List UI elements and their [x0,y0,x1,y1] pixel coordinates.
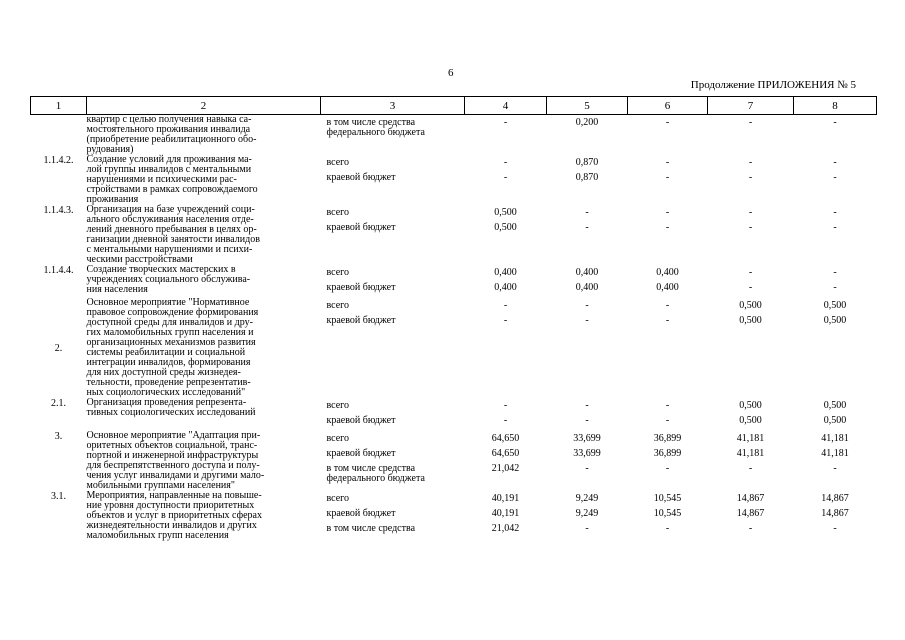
amount-value: - [833,172,837,183]
amount-value: 41,181 [821,433,849,444]
activity-name-line: проживания [86,194,139,205]
amount-value: 14,867 [736,508,765,519]
amount-value: - [833,207,837,218]
funding-source-label: в том числе средства [326,523,416,534]
value-cell-col-6 [628,431,708,491]
row-number: 3.1. [51,491,66,502]
value-cell-col-7 [708,298,794,398]
funding-source-label: всего [326,493,350,504]
amount-value: - [585,415,589,426]
table-row [31,115,877,156]
amount-value: - [503,117,508,128]
value-cell-col-8 [794,115,877,156]
amount-value: - [665,157,670,168]
row-number [31,115,87,156]
activity-name-line: мостоятельного проживания инвалида [86,124,251,135]
amount-value: 0,500 [494,222,517,233]
amount-value: - [748,117,753,128]
amount-value: 41,181 [821,448,849,459]
funding-source-label: всего [326,207,350,218]
activity-name-line: ния населения [86,284,148,295]
activity-name-line: объектов и услуг в приоритетных сферах [86,510,262,521]
amount-value: 9,249 [575,508,599,519]
amount-value: - [748,207,753,218]
funding-source-cell [321,265,465,298]
value-cell-col-5 [547,115,628,156]
activity-name [87,205,321,265]
funding-source-label: всего [326,300,350,311]
amount-value: - [665,400,670,411]
funding-source-label: всего [326,433,350,444]
activity-name-line: Мероприятия, направленные на повыше- [86,490,262,501]
funding-source [327,223,465,233]
value-cell-col-8 [794,491,877,541]
amount-value: - [748,267,753,278]
activity-name-line: Создание условий для проживания ма- [86,154,252,165]
amount-value: - [665,207,670,218]
value-cell-col-6 [628,298,708,398]
value-cell-col-7 [708,155,794,205]
amount-value: - [665,172,670,183]
amount-value: 21,042 [491,523,520,534]
amount-value: 0,400 [656,282,679,293]
table-body [31,115,877,542]
value-cell-col-6 [628,205,708,265]
activity-name-line: ального обслуживания населения отде- [86,214,254,225]
amount-value: - [585,523,589,534]
amount-value: - [833,463,837,474]
funding-source-label: краевой бюджет [326,415,396,426]
activity-name [87,115,321,156]
value-cell-col-5 [547,205,628,265]
amount-value: 36,899 [653,448,682,459]
amount-value: 14,867 [821,493,849,504]
row-number: 2.1. [51,398,66,409]
value-cell-col-6 [628,265,708,298]
amount-value: 10,545 [653,508,682,519]
funding-source-label: в том числе средства [326,117,416,128]
funding-source [327,464,465,484]
funding-source [327,268,465,278]
amount-value: - [665,415,670,426]
funding-source [327,401,465,411]
activity-name-line: Организация на базе учреждений соци- [86,204,255,215]
activity-name-line: Создание творческих мастерских в [86,264,236,275]
amount-value: - [503,300,508,311]
row-number: 1.1.4.3. [43,205,74,216]
amount-value: 0,400 [494,267,517,278]
activity-name-line: для беспрепятственного доступа и полу- [86,460,260,471]
amount-value: 0,500 [739,415,762,426]
amount-value: 41,181 [736,448,765,459]
activity-name [87,155,321,205]
value-cell-col-7 [708,265,794,298]
amount-value: - [833,157,837,168]
column-header-1: 1 [31,97,87,115]
value-cell-col-6 [628,115,708,156]
value-cell-col-7 [708,491,794,541]
activity-name-line: ние уровня доступности приоритетных [86,500,255,511]
value-cell-col-7 [708,398,794,431]
value-cell-col-5 [547,431,628,491]
amount-value: - [503,315,508,326]
funding-source-label: федерального бюджета [326,473,425,484]
funding-source [327,173,465,183]
amount-value: - [503,172,508,183]
amount-value: - [585,400,589,411]
value-cell-col-7 [708,431,794,491]
column-header-8: 8 [794,97,877,115]
activity-name-line: для них доступной среды жизнедея- [86,367,241,378]
amount-value: 64,650 [491,433,520,444]
amount-value: 0,500 [823,400,847,411]
funding-source [327,208,465,218]
value-cell-col-4 [465,115,547,156]
amount-value: 0,500 [823,415,847,426]
value-cell-col-7 [708,205,794,265]
activity-name-line: тивных социологических исследований [86,407,256,418]
activity-name-line: стройствами в рамках сопровождаемого [86,184,258,195]
activity-name-line: правовое сопровождение формирования [86,307,259,318]
activity-name-line: Основное мероприятие "Адаптация при- [86,430,261,441]
funding-source [327,301,465,311]
activity-name-line: ческими расстройствами [86,254,193,265]
amount-value: - [585,222,589,233]
funding-source-cell [321,398,465,431]
activity-name-line: лений дневного пребывания в целях ор- [86,224,257,235]
funding-source-cell [321,431,465,491]
value-cell-col-5 [547,265,628,298]
amount-value: 0,500 [494,207,517,218]
value-cell-col-4 [465,265,547,298]
amount-value: - [503,157,508,168]
table-row [31,155,877,205]
amount-value: - [748,222,753,233]
activity-name [87,398,321,431]
amount-value: - [748,157,753,168]
value-cell-col-8 [794,431,877,491]
column-header-3: 3 [321,97,465,115]
amount-value: - [585,315,589,326]
value-cell-col-4 [465,155,547,205]
value-cell-col-8 [794,398,877,431]
row-number: 2. [54,342,63,354]
funding-source [327,509,465,519]
amount-value: 14,867 [821,508,849,519]
amount-value: - [665,523,670,534]
value-cell-col-5 [547,491,628,541]
activity-name [87,431,321,491]
funding-source [327,434,465,444]
funding-source [327,524,465,534]
table-row [31,265,877,298]
amount-value: 0,500 [739,400,762,411]
activity-name-line: нарушениями и психическими рас- [86,174,237,185]
activity-name-line: Основное мероприятие "Нормативное [86,297,250,308]
amount-value: - [585,463,589,474]
column-header-5: 5 [547,97,628,115]
activity-name [87,298,321,398]
activity-name-line: маломобильных групп населения [86,530,229,541]
continuation-title: Продолжение ПРИЛОЖЕНИЯ № 5 [690,79,856,91]
amount-value: 21,042 [491,463,520,474]
value-cell-col-5 [547,298,628,398]
amount-value: 0,200 [575,117,599,128]
funding-source [327,449,465,459]
amount-value: 0,500 [823,300,847,311]
amount-value: - [833,222,837,233]
amount-value: - [665,463,670,474]
funding-source-cell [321,155,465,205]
activity-name-line: системы реабилитации и социальной [86,347,246,358]
amount-value: 33,699 [573,448,601,459]
amount-value: - [665,315,670,326]
column-header-4: 4 [465,97,547,115]
amount-value: - [503,415,508,426]
amount-value: - [833,282,837,293]
amount-value: - [833,523,837,534]
amount-value: 0,500 [739,315,762,326]
amount-value: - [748,282,753,293]
amount-value: - [503,400,508,411]
amount-value: 40,191 [491,493,520,504]
amount-value: 0,400 [656,267,679,278]
amount-value: 0,500 [823,315,847,326]
activity-name [87,491,321,541]
activity-name-line: чения услуг инвалидами и другими мало- [86,470,265,481]
funding-source [327,494,465,504]
amount-value: - [833,267,837,278]
value-cell-col-4 [465,491,547,541]
value-cell-col-6 [628,155,708,205]
funding-source [327,118,465,138]
funding-source-label: федерального бюджета [326,127,425,138]
amount-value: 33,699 [573,433,601,444]
value-cell-col-6 [628,398,708,431]
funding-source-label: краевой бюджет [326,172,396,183]
amount-value: 64,650 [491,448,520,459]
amount-value: 0,870 [575,172,599,183]
table-row [31,205,877,265]
table-row [31,491,877,541]
column-header-6: 6 [628,97,708,115]
page-number: 6 [448,67,454,79]
row-number: 1.1.4.2. [43,155,74,166]
amount-value: 40,191 [491,508,520,519]
row-number: 1.1.4.4. [43,265,74,276]
amount-value: - [833,117,837,128]
appendix-table [30,96,877,541]
activity-name-line: учреждениях социального обслужива- [86,274,251,285]
amount-value: 0,500 [739,300,762,311]
amount-value: 9,249 [575,493,599,504]
funding-source-label: всего [326,157,350,168]
funding-source-cell [321,491,465,541]
activity-name-line: (приобретение реабилитационного обо- [86,134,257,145]
activity-name-line: организационных механизмов развития [86,337,256,348]
amount-value: 0,870 [575,157,599,168]
amount-value: - [748,523,753,534]
table-row [31,398,877,431]
amount-value: - [665,117,670,128]
amount-value: 41,181 [736,433,765,444]
row-number: 3. [54,431,63,442]
activity-name-line: лой группы инвалидов с ментальными [86,164,252,175]
amount-value: - [665,300,670,311]
amount-value: - [665,222,670,233]
amount-value: - [585,300,589,311]
funding-source [327,283,465,293]
funding-source-label: в том числе средства [326,463,416,474]
value-cell-col-5 [547,398,628,431]
funding-source-label: краевой бюджет [326,508,396,519]
amount-value: - [585,207,589,218]
funding-source [327,158,465,168]
activity-name-line: тельности, проведение репрезентатив- [86,377,251,388]
activity-name-line: ных социологических исследований" [86,387,246,398]
activity-name-line: доступной среды для инвалидов и дру- [86,317,253,328]
value-cell-col-7 [708,115,794,156]
activity-name-line: рудования) [86,144,134,155]
amount-value: 0,400 [575,282,599,293]
activity-name-line: жизнедеятельности инвалидов и других [86,520,257,531]
funding-source-cell [321,298,465,398]
column-header-2: 2 [87,97,321,115]
value-cell-col-6 [628,491,708,541]
activity-name-line: гих маломобильных групп населения и [86,327,254,338]
value-cell-col-4 [465,298,547,398]
value-cell-col-5 [547,155,628,205]
funding-source-label: краевой бюджет [326,448,396,459]
table-row [31,298,877,398]
funding-source [327,416,465,426]
value-cell-col-8 [794,265,877,298]
value-cell-col-4 [465,431,547,491]
amount-value: 10,545 [653,493,682,504]
funding-source-label: всего [326,400,350,411]
funding-source-label: всего [326,267,350,278]
value-cell-col-8 [794,155,877,205]
funding-source-cell [321,205,465,265]
activity-name-line: портной и инженерной инфраструктуры [86,450,259,461]
funding-source [327,316,465,326]
amount-value: - [748,172,753,183]
activity-name-line: интеграции инвалидов, формирования [86,357,251,368]
activity-name [87,265,321,298]
amount-value: 0,400 [494,282,517,293]
amount-value: - [748,463,753,474]
amount-value: 14,867 [736,493,765,504]
column-header-7: 7 [708,97,794,115]
activity-name-line: Организация проведения репрезента- [86,397,247,408]
header-row [31,97,877,115]
activity-name-line: ганизации дневной занятости инвалидов [86,234,260,245]
value-cell-col-8 [794,298,877,398]
amount-value: 36,899 [653,433,682,444]
value-cell-col-8 [794,205,877,265]
funding-source-label: краевой бюджет [326,222,396,233]
funding-source-cell [321,115,465,156]
table-row [31,431,877,491]
value-cell-col-4 [465,398,547,431]
value-cell-col-4 [465,205,547,265]
activity-name-line: квартир с целью получения навыка са- [86,114,252,125]
activity-name-line: мобильными группами населения" [86,480,235,491]
activity-name-line: с ментальными нарушениями и психи- [86,244,253,255]
funding-source-label: краевой бюджет [326,282,396,293]
funding-source-label: краевой бюджет [326,315,396,326]
activity-name-line: оритетных объектов социальной, транс- [86,440,258,451]
amount-value: 0,400 [575,267,599,278]
